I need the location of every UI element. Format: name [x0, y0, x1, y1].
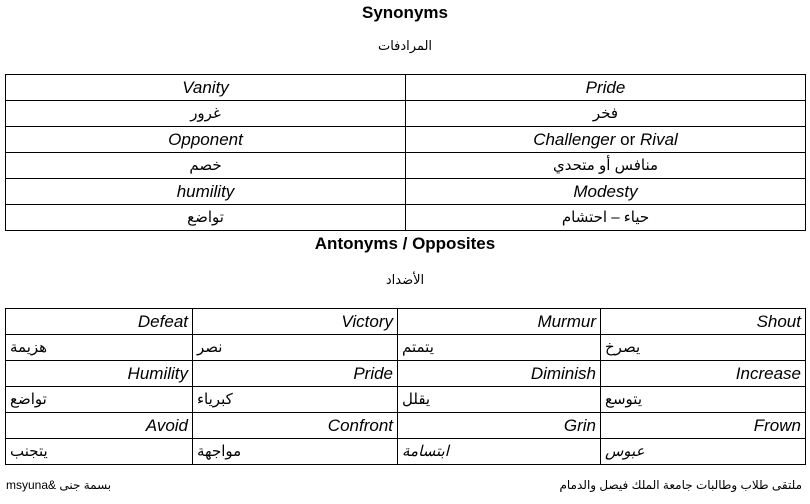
table-cell: يقلل: [398, 387, 601, 413]
table-row: [6, 75, 806, 101]
table-row: [6, 413, 806, 439]
table-cell: مواجهة: [193, 439, 398, 465]
table-cell: Grin: [398, 413, 601, 439]
table-row: [6, 205, 806, 231]
table-cell: Humility: [6, 361, 193, 387]
table-cell: Opponent: [6, 127, 406, 153]
table-cell: تواضع: [6, 387, 193, 413]
table-cell: [406, 127, 806, 153]
table-cell: نصر: [193, 335, 398, 361]
table-cell: Frown: [601, 413, 806, 439]
antonyms-subtitle: الأضداد: [385, 272, 425, 287]
table-row: [6, 335, 806, 361]
table-cell: Diminish: [398, 361, 601, 387]
antonyms-title: Antonyms / Opposites: [314, 234, 496, 253]
footer-right-credit: ملتقى طلاب وطالبات جامعة الملك فيصل والدمام: [559, 478, 802, 492]
table-cell: حياء – احتشام: [406, 205, 806, 231]
table-cell: Vanity: [6, 75, 406, 101]
table-cell: هزيمة: [6, 335, 193, 361]
table-row: [6, 309, 806, 335]
table-cell: Murmur: [398, 309, 601, 335]
synonyms-table: [5, 74, 806, 231]
table-cell: فخر: [406, 101, 806, 127]
table-row: [6, 127, 806, 153]
table-cell: Increase: [601, 361, 806, 387]
synonyms-title: Synonyms: [362, 3, 448, 22]
synonym-word: Challenger: [533, 130, 616, 149]
footer-left-credit: msyuna& بسمة جنى: [6, 478, 112, 492]
table-cell: Defeat: [6, 309, 193, 335]
table-cell: غرور: [6, 101, 406, 127]
table-cell: Pride: [193, 361, 398, 387]
table-cell: يتجنب: [6, 439, 193, 465]
synonym-word: Rival: [640, 130, 678, 149]
table-cell: ابتسامة: [398, 439, 601, 465]
table-cell: منافس أو متحدي: [406, 153, 806, 179]
table-row: [6, 387, 806, 413]
table-cell: كبرياء: [193, 387, 398, 413]
antonyms-table: [5, 308, 806, 465]
table-cell: عبوس: [601, 439, 806, 465]
conjunction-word: or: [620, 130, 636, 149]
table-row: [6, 361, 806, 387]
table-cell: Modesty: [406, 179, 806, 205]
table-cell: يصرخ: [601, 335, 806, 361]
table-cell: Pride: [406, 75, 806, 101]
table-row: [6, 439, 806, 465]
table-cell: Confront: [193, 413, 398, 439]
table-cell: Shout: [601, 309, 806, 335]
table-cell: humility: [6, 179, 406, 205]
table-cell: يتوسع: [601, 387, 806, 413]
table-cell: Avoid: [6, 413, 193, 439]
table-cell: يتمتم: [398, 335, 601, 361]
table-cell: تواضع: [6, 205, 406, 231]
table-cell: Victory: [193, 309, 398, 335]
table-cell: خصم: [6, 153, 406, 179]
table-row: [6, 101, 806, 127]
synonyms-subtitle: المرادفات: [377, 38, 433, 53]
table-row: [6, 153, 806, 179]
table-row: [6, 179, 806, 205]
